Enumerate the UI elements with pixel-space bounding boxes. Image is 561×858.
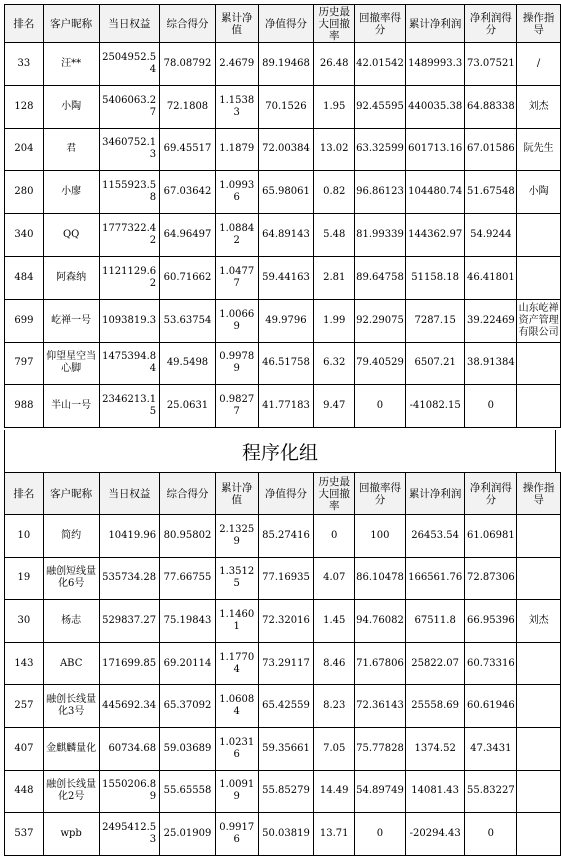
cell-nav-score: 55.85279 [258, 770, 314, 813]
cell-advisor: 刘杰 [517, 85, 561, 128]
cell-max-drawdown: 1.99 [314, 299, 355, 342]
cell-nav-score: 77.16935 [258, 557, 314, 600]
cell-nickname: 杨志 [43, 600, 99, 643]
cell-equity: 1777322.42 [99, 214, 160, 257]
cell-rank: 143 [5, 642, 44, 685]
table-row [5, 299, 561, 342]
cell-total-score: 69.45517 [160, 128, 216, 171]
cell-advisor [517, 770, 561, 813]
cell-profit-score: 46.41801 [465, 256, 517, 299]
cell-cum-nav: 1.15383 [215, 85, 258, 128]
cell-cum-nav: 2.4679 [215, 43, 258, 86]
cell-nickname: 小陶 [43, 85, 99, 128]
cell-nav-score: 72.00384 [258, 128, 314, 171]
cell-equity: 171699.85 [99, 642, 160, 685]
cell-cum-profit: 440035.38 [405, 85, 465, 128]
cell-equity: 1475394.84 [99, 342, 160, 385]
cell-nickname: 金麒麟量化 [43, 727, 99, 770]
cell-cum-profit: 26453.54 [405, 515, 465, 558]
cell-max-drawdown: 13.71 [314, 813, 355, 856]
cell-equity: 1550206.89 [99, 770, 160, 813]
table-row [5, 770, 561, 813]
cell-nickname: wpb [43, 813, 99, 856]
cell-nav-score: 50.03819 [258, 813, 314, 856]
cell-total-score: 64.96497 [160, 214, 216, 257]
cell-max-drawdown: 5.48 [314, 214, 355, 257]
cell-drawdown-score: 96.86123 [355, 171, 406, 214]
header-cum-profit: 累计净利润 [405, 5, 465, 43]
table-row [5, 515, 561, 558]
cell-nickname: 融创长线量化2号 [43, 770, 99, 813]
cell-profit-score: 47.3431 [465, 727, 517, 770]
cell-rank: 19 [5, 557, 44, 600]
cell-drawdown-score: 71.67806 [355, 642, 406, 685]
cell-advisor [517, 813, 561, 856]
cell-max-drawdown: 1.45 [314, 600, 355, 643]
cell-cum-nav: 2.13259 [215, 515, 258, 558]
cell-cum-nav: 1.35125 [215, 557, 258, 600]
cell-rank: 407 [5, 727, 44, 770]
cell-nav-score: 49.9796 [258, 299, 314, 342]
header-max-drawdown: 历史最大回撤率 [314, 5, 355, 43]
cell-equity: 529837.27 [99, 600, 160, 643]
cell-nickname: 半山一号 [43, 385, 99, 428]
cell-advisor [517, 385, 561, 428]
cell-equity: 1155923.58 [99, 171, 160, 214]
cell-nav-score: 85.27416 [258, 515, 314, 558]
table-row [5, 642, 561, 685]
cell-total-score: 60.71662 [160, 256, 216, 299]
cell-nav-score: 64.89143 [258, 214, 314, 257]
cell-cum-nav: 0.98277 [215, 385, 258, 428]
cell-cum-nav: 1.00669 [215, 299, 258, 342]
cell-rank: 484 [5, 256, 44, 299]
table-row [5, 685, 561, 728]
header-equity: 当日权益 [99, 5, 160, 43]
ranking-table-group2 [4, 472, 561, 856]
table-row [5, 85, 561, 128]
cell-nav-score: 72.32016 [258, 600, 314, 643]
cell-cum-profit: 67511.8 [405, 600, 465, 643]
cell-total-score: 59.03689 [160, 727, 216, 770]
cell-max-drawdown: 4.07 [314, 557, 355, 600]
cell-advisor [517, 214, 561, 257]
cell-drawdown-score: 79.40529 [355, 342, 406, 385]
cell-cum-nav: 1.02316 [215, 727, 258, 770]
cell-max-drawdown: 0.82 [314, 171, 355, 214]
cell-cum-profit: 1489993.3 [405, 43, 465, 86]
header-drawdown-score: 回撤率得分 [355, 473, 406, 515]
table-row [5, 128, 561, 171]
cell-nav-score: 65.98061 [258, 171, 314, 214]
cell-advisor: 小陶 [517, 171, 561, 214]
cell-nickname: 融创长线量化3号 [43, 685, 99, 728]
cell-cum-profit: 25558.69 [405, 685, 465, 728]
cell-nickname: ABC [43, 642, 99, 685]
cell-drawdown-score: 63.32599 [355, 128, 406, 171]
cell-nav-score: 41.77183 [258, 385, 314, 428]
header-max-drawdown: 历史最大回撤率 [314, 473, 355, 515]
cell-profit-score: 39.22469 [465, 299, 517, 342]
cell-rank: 537 [5, 813, 44, 856]
cell-profit-score: 51.67548 [465, 171, 517, 214]
cell-nickname: 汪** [43, 43, 99, 86]
cell-cum-profit: 104480.74 [405, 171, 465, 214]
cell-rank: 204 [5, 128, 44, 171]
cell-cum-nav: 1.17704 [215, 642, 258, 685]
cell-advisor [517, 515, 561, 558]
cell-max-drawdown: 26.48 [314, 43, 355, 86]
cell-nickname: 阿森纳 [43, 256, 99, 299]
cell-nav-score: 73.29117 [258, 642, 314, 685]
cell-profit-score: 66.95396 [465, 600, 517, 643]
cell-total-score: 72.1808 [160, 85, 216, 128]
header-nickname: 客户昵称 [43, 5, 99, 43]
cell-drawdown-score: 0 [355, 385, 406, 428]
cell-advisor [517, 727, 561, 770]
cell-cum-nav: 0.99789 [215, 342, 258, 385]
cell-equity: 535734.28 [99, 557, 160, 600]
cell-rank: 33 [5, 43, 44, 86]
header-advisor: 操作指导 [517, 473, 561, 515]
header-profit-score: 净利润得分 [465, 5, 517, 43]
table-row [5, 171, 561, 214]
cell-cum-nav: 1.1879 [215, 128, 258, 171]
cell-cum-nav: 1.04777 [215, 256, 258, 299]
cell-profit-score: 73.07521 [465, 43, 517, 86]
cell-total-score: 25.01909 [160, 813, 216, 856]
table-row [5, 43, 561, 86]
header-advisor: 操作指导 [517, 5, 561, 43]
cell-nickname: 简约 [43, 515, 99, 558]
cell-cum-profit: 14081.43 [405, 770, 465, 813]
cell-equity: 3460752.13 [99, 128, 160, 171]
cell-drawdown-score: 100 [355, 515, 406, 558]
cell-total-score: 25.0631 [160, 385, 216, 428]
cell-nav-score: 59.44163 [258, 256, 314, 299]
header-cum-nav: 累计净值 [215, 5, 258, 43]
header-nav-score: 净值得分 [258, 5, 314, 43]
cell-nav-score: 65.42559 [258, 685, 314, 728]
table-row [5, 385, 561, 428]
cell-cum-profit: 166561.76 [405, 557, 465, 600]
cell-profit-score: 64.88338 [465, 85, 517, 128]
cell-cum-nav: 1.00919 [215, 770, 258, 813]
cell-total-score: 78.08792 [160, 43, 216, 86]
cell-profit-score: 0 [465, 385, 517, 428]
cell-profit-score: 67.01586 [465, 128, 517, 171]
table-row [5, 256, 561, 299]
cell-equity: 1121129.62 [99, 256, 160, 299]
cell-drawdown-score: 89.64758 [355, 256, 406, 299]
cell-total-score: 49.5498 [160, 342, 216, 385]
cell-total-score: 65.37092 [160, 685, 216, 728]
cell-total-score: 77.66755 [160, 557, 216, 600]
cell-cum-nav: 1.14601 [215, 600, 258, 643]
cell-cum-profit: 1374.52 [405, 727, 465, 770]
cell-max-drawdown: 13.02 [314, 128, 355, 171]
table-row [5, 214, 561, 257]
cell-advisor: / [517, 43, 561, 86]
cell-drawdown-score: 92.29075 [355, 299, 406, 342]
cell-max-drawdown: 8.46 [314, 642, 355, 685]
cell-rank: 257 [5, 685, 44, 728]
cell-cum-nav: 1.08842 [215, 214, 258, 257]
cell-profit-score: 55.83227 [465, 770, 517, 813]
cell-advisor [517, 256, 561, 299]
header-total-score: 综合得分 [160, 473, 216, 515]
cell-cum-nav: 1.06084 [215, 685, 258, 728]
table-row [5, 600, 561, 643]
cell-rank: 988 [5, 385, 44, 428]
cell-max-drawdown: 14.49 [314, 770, 355, 813]
table-header-row [5, 5, 561, 43]
cell-advisor [517, 342, 561, 385]
header-total-score: 综合得分 [160, 5, 216, 43]
cell-rank: 280 [5, 171, 44, 214]
cell-nav-score: 46.51758 [258, 342, 314, 385]
cell-drawdown-score: 75.77828 [355, 727, 406, 770]
header-drawdown-score: 回撤率得分 [355, 5, 406, 43]
cell-equity: 445692.34 [99, 685, 160, 728]
table-row [5, 727, 561, 770]
cell-max-drawdown: 1.95 [314, 85, 355, 128]
cell-equity: 2504952.54 [99, 43, 160, 86]
cell-max-drawdown: 0 [314, 515, 355, 558]
cell-total-score: 53.63754 [160, 299, 216, 342]
cell-rank: 30 [5, 600, 44, 643]
cell-total-score: 55.65558 [160, 770, 216, 813]
cell-cum-profit: -20294.43 [405, 813, 465, 856]
cell-drawdown-score: 54.89749 [355, 770, 406, 813]
cell-max-drawdown: 7.05 [314, 727, 355, 770]
header-cum-nav: 累计净值 [215, 473, 258, 515]
cell-advisor [517, 642, 561, 685]
cell-cum-profit: 144362.97 [405, 214, 465, 257]
cell-cum-profit: 25822.07 [405, 642, 465, 685]
cell-total-score: 80.95802 [160, 515, 216, 558]
cell-nav-score: 70.1526 [258, 85, 314, 128]
cell-cum-nav: 1.09936 [215, 171, 258, 214]
table-row [5, 342, 561, 385]
cell-rank: 448 [5, 770, 44, 813]
cell-nickname: 仰望星空当心脚 [43, 342, 99, 385]
cell-cum-profit: 6507.21 [405, 342, 465, 385]
cell-profit-score: 54.9244 [465, 214, 517, 257]
cell-profit-score: 61.06981 [465, 515, 517, 558]
cell-profit-score: 72.87306 [465, 557, 517, 600]
cell-equity: 1093819.3 [99, 299, 160, 342]
cell-profit-score: 60.73316 [465, 642, 517, 685]
cell-drawdown-score: 0 [355, 813, 406, 856]
header-equity: 当日权益 [99, 473, 160, 515]
cell-cum-profit: -41082.15 [405, 385, 465, 428]
cell-drawdown-score: 94.76082 [355, 600, 406, 643]
cell-profit-score: 38.91384 [465, 342, 517, 385]
cell-cum-profit: 7287.15 [405, 299, 465, 342]
cell-cum-profit: 51158.18 [405, 256, 465, 299]
header-cum-profit: 累计净利润 [405, 473, 465, 515]
cell-rank: 340 [5, 214, 44, 257]
table-header-row [5, 473, 561, 515]
cell-nickname: 君 [43, 128, 99, 171]
cell-nickname: 融创短线量化6号 [43, 557, 99, 600]
cell-drawdown-score: 81.99339 [355, 214, 406, 257]
cell-rank: 699 [5, 299, 44, 342]
cell-profit-score: 0 [465, 813, 517, 856]
cell-equity: 2495412.53 [99, 813, 160, 856]
cell-total-score: 67.03642 [160, 171, 216, 214]
cell-rank: 128 [5, 85, 44, 128]
cell-advisor: 山东屹禅资产管理有限公司 [517, 299, 561, 342]
cell-max-drawdown: 8.23 [314, 685, 355, 728]
cell-nickname: 屹禅一号 [43, 299, 99, 342]
cell-drawdown-score: 92.45595 [355, 85, 406, 128]
cell-cum-nav: 0.99176 [215, 813, 258, 856]
cell-nav-score: 59.35661 [258, 727, 314, 770]
cell-max-drawdown: 6.32 [314, 342, 355, 385]
cell-nickname: QQ [43, 214, 99, 257]
cell-drawdown-score: 86.10478 [355, 557, 406, 600]
cell-equity: 10419.96 [99, 515, 160, 558]
cell-advisor [517, 685, 561, 728]
cell-nav-score: 89.19468 [258, 43, 314, 86]
cell-drawdown-score: 72.36143 [355, 685, 406, 728]
cell-max-drawdown: 9.47 [314, 385, 355, 428]
cell-total-score: 75.19843 [160, 600, 216, 643]
cell-advisor [517, 557, 561, 600]
cell-cum-profit: 601713.16 [405, 128, 465, 171]
table-row [5, 813, 561, 856]
header-nickname: 客户昵称 [43, 473, 99, 515]
cell-total-score: 69.20114 [160, 642, 216, 685]
section-title: 程序化组 [4, 430, 556, 472]
cell-profit-score: 60.61946 [465, 685, 517, 728]
cell-max-drawdown: 2.81 [314, 256, 355, 299]
cell-advisor: 刘杰 [517, 600, 561, 643]
header-rank: 排名 [5, 5, 44, 43]
header-nav-score: 净值得分 [258, 473, 314, 515]
cell-rank: 10 [5, 515, 44, 558]
cell-equity: 5406063.27 [99, 85, 160, 128]
cell-rank: 797 [5, 342, 44, 385]
cell-drawdown-score: 42.01542 [355, 43, 406, 86]
cell-advisor: 阮先生 [517, 128, 561, 171]
ranking-table-group1 [4, 4, 561, 428]
header-profit-score: 净利润得分 [465, 473, 517, 515]
cell-equity: 60734.68 [99, 727, 160, 770]
cell-nickname: 小廖 [43, 171, 99, 214]
cell-equity: 2346213.15 [99, 385, 160, 428]
header-rank: 排名 [5, 473, 44, 515]
table-row [5, 557, 561, 600]
